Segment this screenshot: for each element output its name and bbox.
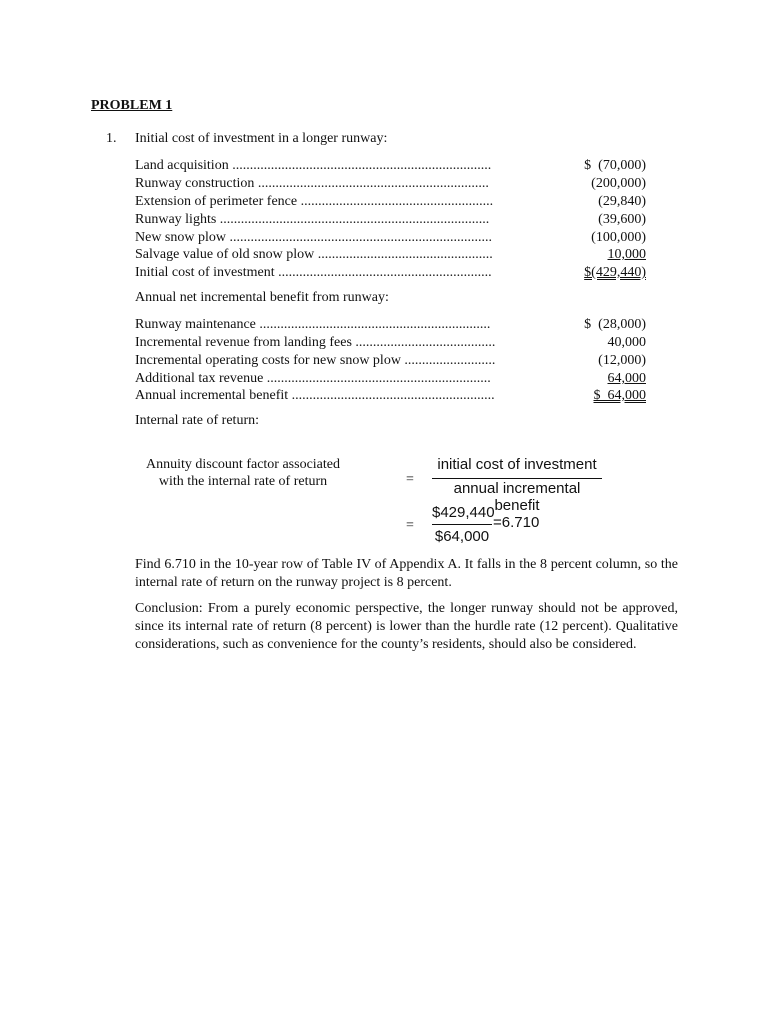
row-amount: $ (28,000) (584, 317, 646, 332)
table-row-total (135, 387, 646, 404)
row-label: Extension of perimeter fence ....................................................... (135, 194, 494, 209)
paragraph-finding: Find 6.710 in the 10-year row of Table IV of Appendix A. It falls in the 8 percent column, so the internal rate of return on the runway project is 8 percent. (135, 557, 678, 590)
row-label: Runway maintenance .................................................................. (135, 317, 491, 332)
row-amount: (100,000) (591, 230, 646, 245)
table-row-total (135, 264, 646, 281)
row-amount: 40,000 (607, 335, 646, 350)
row-amount: (200,000) (591, 176, 646, 191)
table-row (135, 352, 646, 369)
row-amount: (39,600) (598, 212, 646, 227)
table-row (135, 316, 646, 333)
paragraph-conclusion: Conclusion: From a purely economic perspective, the longer runway should not be approved, since its internal rate of return (8 percent) is lower than the hurdle rate (12 percent). Qualitative considerations, such as convenience for the county’s residents, should also be considered. (135, 601, 678, 652)
item-number: 1. (106, 131, 117, 146)
table-row (135, 370, 646, 387)
fraction-bar (432, 524, 492, 525)
row-amount: (12,000) (598, 353, 646, 368)
row-label: Incremental revenue from landing fees ........................................ (135, 335, 496, 350)
row-amount: (29,840) (598, 194, 646, 209)
row-amount: 10,000 (607, 247, 646, 262)
table-row (135, 211, 646, 228)
irr-heading: Internal rate of return: (135, 413, 259, 428)
row-label: Initial cost of investment ............................................................. (135, 265, 492, 280)
row-amount: $(429,440) (584, 265, 646, 280)
row-label: Annual incremental benefit .......................................................... (135, 388, 495, 403)
row-amount: 64,000 (607, 371, 646, 386)
row-amount: $ (70,000) (584, 158, 646, 173)
table-row (135, 334, 646, 351)
item-title: Initial cost of investment in a longer runway: (135, 131, 388, 146)
row-label: Salvage value of old snow plow .................................................. (135, 247, 493, 262)
table-row (135, 246, 646, 263)
row-label: Runway construction .................................................................. (135, 176, 489, 191)
formula-label-line1: Annuity discount factor associated (145, 457, 340, 472)
formula-denominator: annual incremental benefit (453, 480, 581, 514)
table-row (135, 175, 646, 192)
table-row (135, 229, 646, 246)
formula-label-line2: with the internal rate of return (158, 474, 328, 489)
benefit-heading: Annual net incremental benefit from runway: (135, 290, 389, 305)
row-label: Incremental operating costs for new snow plow .......................... (135, 353, 496, 368)
equals-sign: = (406, 472, 414, 487)
row-label: Additional tax revenue ................................................................ (135, 371, 491, 386)
row-label: New snow plow ........................................................................... (135, 230, 492, 245)
row-label: Runway lights ............................................................................. (135, 212, 490, 227)
formula-numerator: initial cost of investment (437, 456, 597, 473)
table-row (135, 193, 646, 210)
formula-numerator-value: $429,440 (432, 504, 495, 521)
equals-sign: = (406, 518, 414, 533)
fraction-bar (432, 478, 602, 479)
problem-heading: PROBLEM 1 (91, 98, 173, 113)
row-amount: $ 64,000 (593, 388, 646, 403)
formula-denominator-value: $64,000 (434, 528, 490, 545)
formula-result: =6.710 (493, 514, 540, 531)
table-row (135, 157, 646, 174)
row-label: Land acquisition .......................................................................... (135, 158, 492, 173)
formula-label (133, 456, 353, 490)
